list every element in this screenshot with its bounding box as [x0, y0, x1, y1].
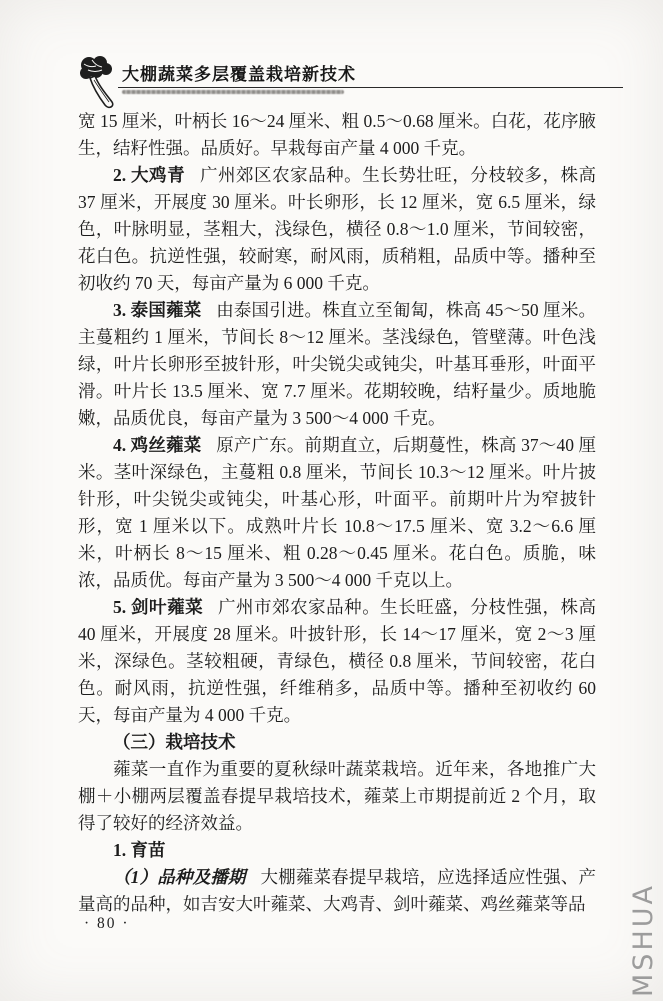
variety-heading: 4. 鸡丝蕹菜: [113, 435, 202, 455]
paragraph-continuation: [78, 108, 596, 162]
paragraph-text: 宽 15 厘米，叶柄长 16～24 厘米、粗 0.5～0.68 厘米。白花，花序腋生，结籽性强。品质好。早栽每亩产量 4 000 千克。: [78, 111, 596, 158]
variety-heading: 3. 泰国蕹菜: [113, 300, 202, 320]
paragraph-text: 蕹菜一直作为重要的夏秋绿叶蔬菜栽培。近年来，各地推广大棚＋小棚两层覆盖春提早栽培技术，蕹菜上市期提前近 2 个月，取得了较好的经济效益。: [78, 759, 596, 833]
paragraph-variety-4: [78, 432, 596, 594]
subsection-heading-text: 1. 育苗: [113, 840, 166, 860]
paragraph-text: 大棚蕹菜春提早栽培，应选择适应性强、产量高的品种，如吉安大叶蕹菜、大鸡青、剑叶蕹菜、鸡丝蕹菜等品: [78, 867, 597, 914]
paragraph-variety-3: [78, 297, 596, 432]
subsection-heading-seedling: [78, 837, 596, 864]
paragraph-variety-2: [78, 162, 596, 297]
header-underline-ornament: [122, 90, 344, 94]
paragraph-variety-and-sowing: [78, 864, 596, 918]
section-heading-cultivation: [78, 729, 596, 756]
paragraph-variety-5: [78, 594, 596, 729]
book-title: 大棚蔬菜多层覆盖栽培新技术: [122, 65, 356, 84]
paragraph-text: 由泰国引进。株直立至匍匐，株高 45～50 厘米。主蔓粗约 1 厘米，节间长 8～12 厘米。茎浅绿色，管壁薄。叶色浅绿，叶片长卵形至披针形，叶尖锐尖或钝尖，叶基耳垂形，叶面平滑。叶片长 13.5 厘米、宽 7.7 厘米。花期较晚，结籽量少。质地脆嫩，品质优良，每亩产量为 3 500～4 000 千克。: [78, 300, 597, 428]
paragraph-text: 原产广东。前期直立，后期蔓性，株高 37～40 厘米。茎叶深绿色，主蔓粗 0.8 厘米，节间长 10.3～12 厘米。叶片披针形，叶尖锐尖或钝尖，叶基心形，叶面平。前期叶片为窄披针形，宽 1 厘米以下。成熟叶片长 10.8～17.5 厘米、宽 3.2～6.6 厘米，叶柄长 8～15 厘米、粗 0.28～0.45 厘米。花白色。质脆，味浓，品质优。每亩产量为 3 500～4 000 千克以上。: [78, 435, 597, 590]
watermark-text: MSHUA: [628, 883, 659, 997]
page-body: [78, 108, 596, 918]
variety-heading: 5. 剑叶蕹菜: [113, 597, 204, 617]
section-heading-text: （三）栽培技术: [113, 732, 236, 752]
paragraph-text: 广州市郊农家品种。生长旺盛，分枝性强，株高 40 厘米，开展度 28 厘米。叶披针形，长 14～17 厘米，宽 2～3 厘米，深绿色。茎较粗硬，青绿色，横径 0.8 厘米，节间较密，花白色。耐风雨，抗逆性强，纤维稍多，品质中等。播种至初收约 60 天，每亩产量为 4 000 千克。: [78, 597, 596, 725]
paragraph-text: 广州郊区农家品种。生长势壮旺，分枝较多，株高 37 厘米，开展度 30 厘米。叶长卵形，长 12 厘米，宽 6.5 厘米，绿色，叶脉明显，茎粗大，浅绿色，横径 0.8～1.0 厘米，节间较密，花白色。抗逆性强，较耐寒，耐风雨，质稍粗，品质中等。播种至初收约 70 天，每亩产量为 6 000 千克。: [78, 165, 597, 293]
page-number: · 80 ·: [84, 915, 130, 932]
header-rule-line: [118, 87, 623, 88]
page-header: [76, 54, 623, 106]
item-heading: （1）品种及播期: [113, 867, 246, 887]
variety-heading: 2. 大鸡青: [113, 165, 186, 185]
cabbage-ornament-icon: [76, 54, 122, 112]
paragraph-intro: [78, 756, 596, 837]
